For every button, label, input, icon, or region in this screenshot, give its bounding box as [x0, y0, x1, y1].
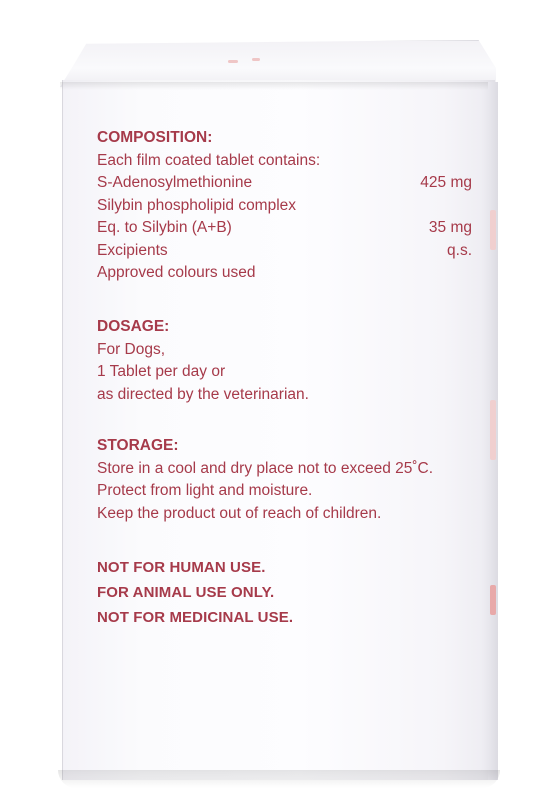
composition-row: [97, 195, 472, 218]
dosage-line: as directed by the veterinarian.: [97, 385, 309, 403]
composition-heading: COMPOSITION:: [97, 129, 213, 146]
warnings-section: [97, 556, 472, 629]
ingredient-name: Eq. to Silybin (A+B): [97, 219, 232, 236]
edge-print-mark: [490, 210, 496, 250]
dosage-section: [97, 316, 472, 406]
lid-shadow: [60, 82, 496, 90]
edge-print-mark: [490, 400, 496, 460]
dosage-line: For Dogs,: [97, 340, 166, 358]
box-bottom-shadow: [58, 770, 500, 788]
storage-section: [97, 435, 472, 525]
storage-line: Store in a cool and dry place not to exceed 25˚C.: [97, 459, 434, 477]
composition-section: [97, 127, 472, 285]
edge-print-mark: [490, 585, 496, 615]
ingredient-amount: 35 mg: [428, 219, 472, 236]
ingredient-name: S-Adenosylmethionine: [97, 174, 253, 191]
ingredient-name: Excipients: [97, 241, 168, 259]
dosage-line: 1 Tablet per day or: [97, 363, 226, 380]
ingredient-amount: 425 mg: [420, 174, 472, 191]
warning-line: FOR ANIMAL USE ONLY.: [97, 584, 275, 601]
storage-line: Keep the product out of reach of children.: [97, 504, 382, 522]
composition-row: [97, 262, 472, 285]
ingredient-name: Approved colours used: [97, 264, 256, 281]
composition-row: [97, 172, 472, 195]
warning-line: NOT FOR HUMAN USE.: [97, 559, 266, 576]
composition-intro: Each film coated tablet contains:: [97, 151, 321, 169]
composition-row: [97, 217, 472, 240]
dosage-heading: DOSAGE:: [97, 318, 170, 335]
lid-print-mark: [252, 58, 260, 61]
storage-heading: STORAGE:: [97, 437, 179, 454]
ingredient-amount: q.s.: [447, 241, 472, 259]
composition-row: [97, 240, 472, 263]
storage-line: Protect from light and moisture.: [97, 482, 313, 499]
lid-print-mark: [228, 60, 238, 63]
ingredient-name: Silybin phospholipid complex: [97, 196, 297, 214]
warning-line: NOT FOR MEDICINAL USE.: [97, 609, 294, 626]
